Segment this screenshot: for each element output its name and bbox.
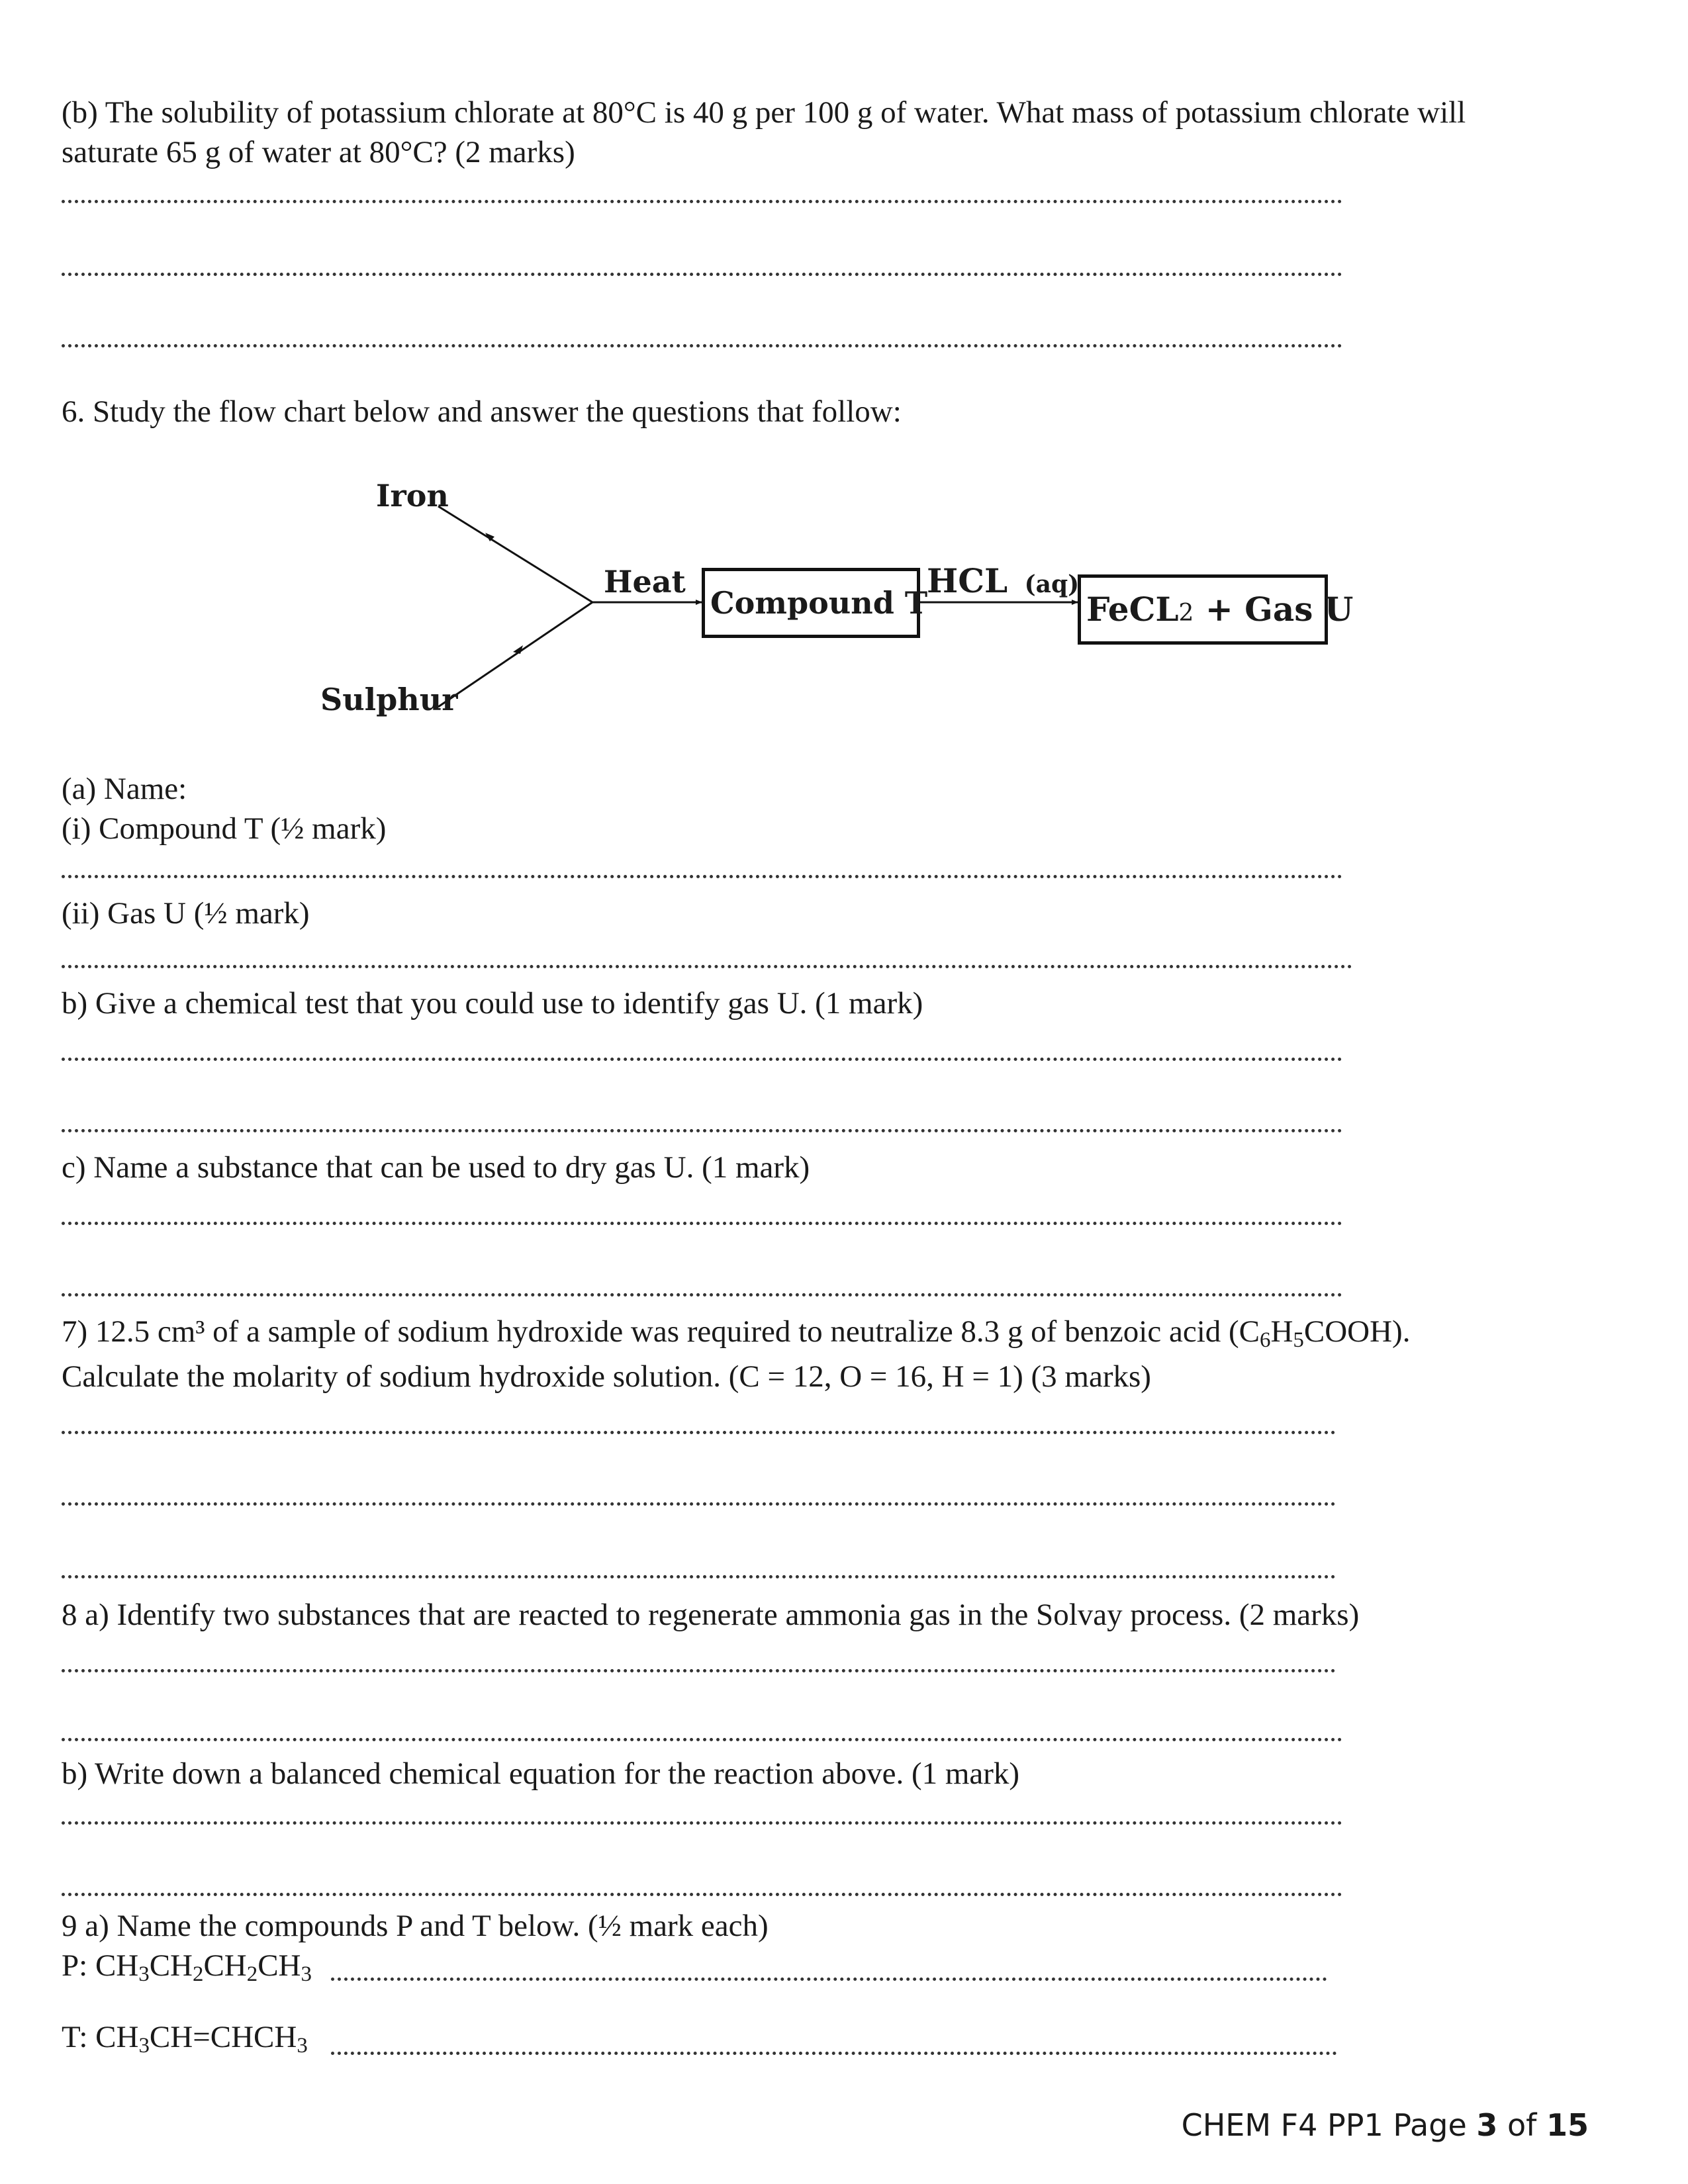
hcl-label [927,561,1079,600]
q9-p-sub: 2 [246,1962,258,1987]
q7-line1 [62,1312,1410,1351]
q8b: b) Write down a balanced chemical equation for the reaction above. (1 mark) [62,1756,1020,1791]
q6a-name: (a) Name: [62,772,187,806]
product-box [1078,574,1354,645]
q9-p-sub: 2 [193,1962,204,1987]
sulphur-label: Sulphur [320,682,458,717]
answer-line[interactable] [331,1978,1327,1981]
compound-t-box: Compound T [702,568,920,638]
q9-p-part: CH [258,1948,301,1983]
q7-line2: Calculate the molarity of sodium hydroxide solution. (C = 12, O = 16, H = 1) (3 marks) [62,1359,1151,1394]
q6a-i: (i) Compound T (½ mark) [62,811,387,846]
answer-line[interactable] [62,1293,1342,1297]
q7-text-b: H [1270,1314,1293,1349]
q7-sub-5: 5 [1293,1328,1304,1353]
q9-t-part: CH=CHCH [149,2020,297,2054]
q8a: 8 a) Identify two substances that are reacted to regenerate ammonia gas in the Solvay process. (2 marks) [62,1598,1360,1632]
answer-line[interactable] [62,1058,1342,1061]
answer-line[interactable] [62,1821,1342,1825]
product-formula: FeCL [1086,590,1179,629]
q9-t-formula [62,2017,308,2057]
q9-p-sub: 3 [301,1962,312,1987]
q7-text-c: COOH). [1303,1314,1411,1349]
q9-t-sub: 3 [297,2034,308,2058]
q6c: c) Name a substance that can be used to dry gas U. (1 mark) [62,1150,810,1185]
answer-line[interactable] [62,875,1342,878]
q6-intro: 6. Study the flow chart below and answer the questions that follow: [62,394,902,429]
q6b: b) Give a chemical test that you could use to identify gas U. (1 mark) [62,986,923,1021]
answer-line[interactable] [62,1575,1336,1578]
q9-p-formula [62,1946,312,1985]
iron-arrow [438,506,592,602]
aq-text: (aq) [1024,570,1080,598]
q9-t-label: T: CH [62,2020,139,2054]
page-footer [1182,2107,1589,2143]
answer-line[interactable] [62,1502,1336,1506]
answer-line[interactable] [62,1893,1342,1896]
heat-label: Heat [604,564,686,600]
q9-p-label: P: CH [62,1948,139,1983]
q9-p-part: CH [203,1948,247,1983]
footer-prefix: CHEM F4 PP1 Page [1181,2107,1477,2143]
q9-t-sub: 3 [138,2034,150,2058]
answer-line[interactable] [62,1669,1336,1672]
q9a: 9 a) Name the compounds P and T below. (½ mark each) [62,1909,769,1943]
iron-label: Iron [376,478,449,514]
q6a-ii: (ii) Gas U (½ mark) [62,896,310,931]
footer-page-number: 3 [1476,2107,1498,2143]
product-rest: + Gas U [1194,590,1354,629]
q9-p-part: CH [149,1948,193,1983]
hcl-text: HCL [927,561,1008,600]
footer-total-pages: 15 [1546,2107,1589,2143]
footer-of: of [1497,2107,1546,2143]
q7-text-a: 7) 12.5 cm³ of a sample of sodium hydroxide was required to neutralize 8.3 g of benzoic acid (C [62,1314,1260,1349]
q9-p-sub: 3 [138,1962,150,1987]
answer-line[interactable] [62,1222,1342,1225]
q5b-line2: saturate 65 g of water at 80°C? (2 marks) [62,135,575,169]
q5b-line1: (b) The solubility of potassium chlorate at 80°C is 40 g per 100 g of water. What mass of potassium chlorate will [62,95,1466,130]
sulphur-arrow [438,602,592,707]
answer-line[interactable] [331,2052,1337,2055]
answer-line[interactable] [62,965,1352,968]
answer-line[interactable] [62,1129,1342,1132]
answer-line[interactable] [62,1431,1336,1434]
q7-sub-6: 6 [1260,1328,1271,1353]
answer-line[interactable] [62,1738,1342,1741]
product-subscript: 2 [1178,600,1194,627]
